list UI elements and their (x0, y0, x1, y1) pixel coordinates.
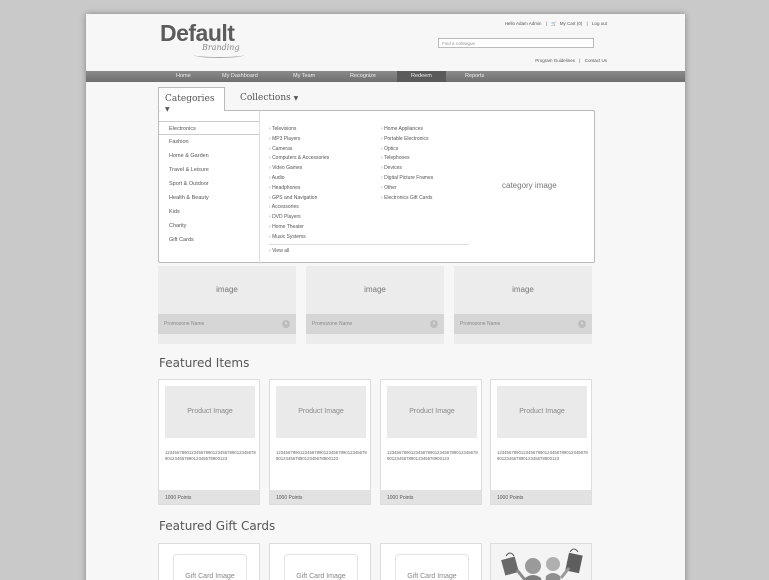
promo-bar (158, 314, 296, 334)
subcategory-link[interactable]: › MP3 Players (269, 135, 329, 145)
subcategory-link[interactable]: › Computers & Accessories (269, 154, 329, 164)
promo-name: Promozone Name (460, 321, 501, 327)
search-input[interactable]: Find a colleague (438, 38, 594, 48)
menu-divider (259, 111, 260, 264)
promo-bar (306, 314, 444, 334)
product-points: 1000 Points (491, 490, 591, 504)
category-item-electronics[interactable]: Electronics (159, 121, 259, 135)
promo-image: image (216, 285, 238, 294)
product-card[interactable] (269, 379, 371, 505)
cart-icon[interactable]: 🛒 (551, 21, 557, 26)
subcategory-column-2 (381, 125, 433, 203)
tab-collections-label: Collections (240, 93, 291, 103)
product-description: 1234567890123456789012345678901234567890123456789012345678900123 (165, 450, 256, 461)
user-bar (502, 21, 607, 27)
category-image: category image (502, 181, 557, 190)
featured-items-title: Featured Items (159, 356, 250, 370)
promo-tile[interactable] (158, 266, 296, 344)
separator: | (586, 21, 588, 26)
chevron-right-icon[interactable]: › (282, 320, 290, 328)
contact-us-link[interactable]: Contact Us (584, 58, 607, 63)
promo-name: Promozone Name (312, 321, 353, 327)
category-item-kids[interactable]: Kids (169, 209, 180, 215)
promo-image: image (512, 285, 534, 294)
page (86, 14, 685, 580)
subcategory-column-1 (269, 125, 329, 243)
product-image: Product Image (387, 386, 477, 438)
subcategory-link[interactable]: › Optics (381, 145, 433, 155)
product-description: 1234567890123456789012345678901234567890123456789012345678900123 (387, 450, 478, 461)
subcategory-link[interactable]: › Televisions (269, 125, 329, 135)
category-item-health-beauty[interactable]: Health & Beauty (169, 195, 209, 201)
chevron-down-icon: ▼ (165, 106, 170, 113)
product-image: Product Image (276, 386, 366, 438)
gift-card-image: Gift Card Image (173, 554, 247, 580)
tab-collections[interactable] (234, 87, 304, 110)
subcategory-link[interactable]: › Cameras (269, 145, 329, 155)
product-points: 1000 Points (270, 490, 370, 504)
chevron-down-icon: ▼ (293, 95, 299, 102)
subcategory-link[interactable]: › Electronics Gift Cards (381, 194, 433, 204)
subcategory-link[interactable]: › Accessories (269, 203, 329, 213)
separator: | (579, 58, 581, 63)
product-card[interactable] (158, 379, 260, 505)
category-item-gift-cards[interactable]: Gift Cards (169, 237, 194, 243)
tab-categories[interactable] (158, 87, 225, 111)
product-points: 1000 Points (159, 490, 259, 504)
category-item-charity[interactable]: Charity (169, 223, 187, 229)
gift-card[interactable] (158, 543, 260, 580)
shopping-people-image (491, 544, 592, 580)
product-image: Product Image (165, 386, 255, 438)
cart-link[interactable]: My Cart (0) (559, 21, 583, 26)
subcategory-link[interactable]: › Headphones (269, 184, 329, 194)
nav-my-team[interactable]: My Team (293, 73, 316, 79)
subcategory-link[interactable]: › Telephones (381, 154, 433, 164)
promo-image: image (364, 285, 386, 294)
gift-card-photo[interactable] (490, 543, 592, 580)
chevron-right-icon[interactable]: › (578, 320, 586, 328)
nav-my-dashboard[interactable]: My Dashboard (222, 73, 258, 79)
view-all-link[interactable]: › View all (269, 248, 289, 254)
promo-tile[interactable] (454, 266, 592, 344)
categories-menu (158, 110, 595, 263)
divider (269, 244, 469, 245)
nav-home[interactable]: Home (176, 73, 191, 79)
product-description: 1234567890123456789012345678901234567890123456789012345678900123 (497, 450, 588, 461)
gift-card[interactable] (269, 543, 371, 580)
subcategory-link[interactable]: › Other (381, 184, 433, 194)
subcategory-link[interactable]: › Digital Picture Frames (381, 174, 433, 184)
subcategory-link[interactable]: › GPS and Navigation (269, 194, 329, 204)
nav-redeem[interactable]: Redeem (397, 71, 446, 82)
product-card[interactable] (380, 379, 482, 505)
nav-reports[interactable]: Reports (465, 73, 485, 79)
logo-tagline: Branding (202, 43, 240, 52)
program-guidelines-link[interactable]: Program Guidelines (535, 58, 576, 63)
featured-gift-cards-title: Featured Gift Cards (159, 519, 276, 533)
main-nav (86, 71, 685, 82)
gift-card-image: Gift Card Image (284, 554, 358, 580)
subcategory-link[interactable]: › Home Appliances (381, 125, 433, 135)
subcategory-link[interactable]: › Portable Electronics (381, 135, 433, 145)
chevron-right-icon[interactable]: › (430, 320, 438, 328)
gift-card-image: Gift Card Image (395, 554, 469, 580)
subcategory-link[interactable]: › DVD Players (269, 213, 329, 223)
separator: | (545, 21, 547, 26)
category-item-travel-leisure[interactable]: Travel & Leisure (169, 167, 209, 173)
promo-tile[interactable] (306, 266, 444, 344)
subcategory-link[interactable]: › Audio (269, 174, 329, 184)
promo-bar (454, 314, 592, 334)
subcategory-link[interactable]: › Home Theater (269, 223, 329, 233)
top-links (535, 58, 607, 63)
promo-name: Promozone Name (164, 321, 205, 327)
product-card[interactable] (490, 379, 592, 505)
category-list (159, 121, 259, 247)
subcategory-link[interactable]: › Music Systems (269, 233, 329, 243)
tab-categories-label: Categories (165, 94, 215, 104)
subcategory-link[interactable]: › Devices (381, 164, 433, 174)
category-item-fashion[interactable]: Fashion (169, 139, 189, 145)
nav-recognize[interactable]: Recognize (350, 73, 376, 79)
logo[interactable]: Default (160, 20, 235, 46)
category-item-sport-outdoor[interactable]: Sport & Outdoor (169, 181, 209, 187)
product-description: 1234567890123456789012345678901234567890123456789012345678900123 (276, 450, 367, 461)
greeting-text: Hello Adam Admin (504, 21, 542, 26)
category-item-home-garden[interactable]: Home & Garden (169, 153, 209, 159)
product-points: 1000 Points (381, 490, 481, 504)
logo-swoosh (194, 52, 244, 58)
product-image: Product Image (497, 386, 587, 438)
gift-card[interactable] (380, 543, 482, 580)
subcategory-link[interactable]: › Video Games (269, 164, 329, 174)
logout-link[interactable]: Log out (591, 21, 607, 26)
